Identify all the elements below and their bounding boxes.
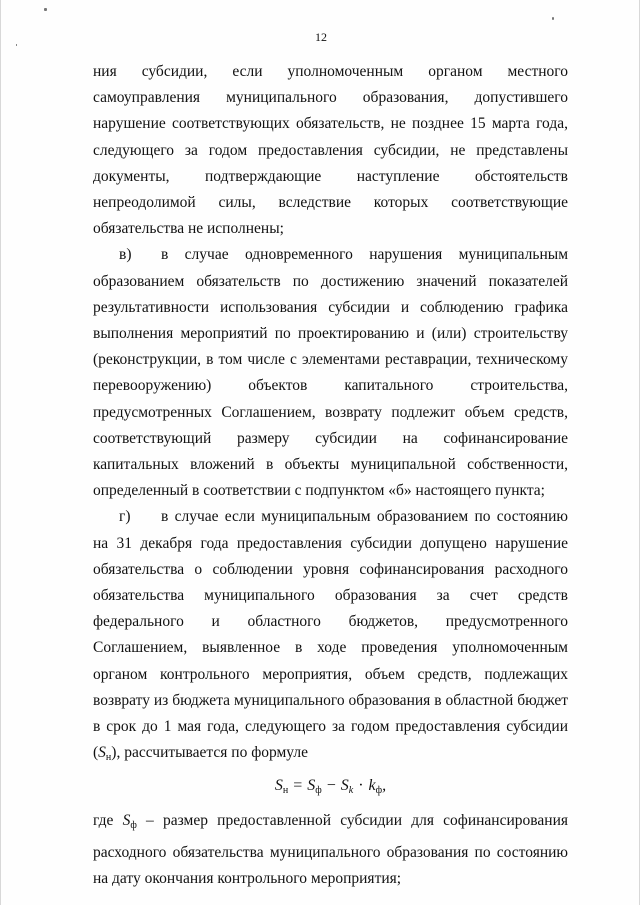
list-item-v-text: в случае одновременного нарушения муниципальным образованием обязательств по достижению значений показателей результативности использования субсидии и соблюдению графика выполнения мероприятий по проектированию и (или) строительству (реконструкции, в том числе с элементами реставрации, техническому перевооружению) объектов капитального строительства, предусмотренных Соглашением, возврату подлежит объем средств, соответствующий размеру субсидии на софинансирование капитальных вложений в объекты муниципальной собственности, определенный в соответствии с подпунктом «б» настоящего пункта; <box>93 246 568 500</box>
var-sub-n: н <box>105 752 112 764</box>
formula-term-kf: $k_ф$ <box>368 777 383 797</box>
definition-var-s: S <box>122 812 131 830</box>
list-marker-v: в) <box>119 246 132 264</box>
page-number: 12 <box>315 30 327 44</box>
formula-lhs: $S_н$ <box>274 777 289 797</box>
list-item-g <box>93 504 568 771</box>
formula-term-sk: Sk <box>340 777 354 797</box>
definition-paragraph <box>93 808 568 892</box>
var-s: S <box>98 744 106 762</box>
definition-text: – размер предоставленной субсидии для софинансирования расходного обязательства муниципального образования по состоянию на дату окончания контрольного мероприятия; <box>93 812 568 887</box>
list-item-v <box>93 242 568 504</box>
list-marker-g: г) <box>119 508 131 526</box>
formula-equals: = <box>293 777 303 795</box>
list-item-g-text: в случае если муниципальным образованием по состоянию на 31 декабря года предоставления субсидии допущено нарушение обязательства о соблюдении уровня софинансирования расходного обязательства муниципального образования за счет средств федерального и областного бюджетов, предусмотренного Соглашением, выявленное в ходе проведения уполномоченным органом контрольного мероприятия, объем средств, подлежащих возврату из бюджета муниципального образования в областной бюджет в срок до 1 мая года, следующего за годом предоставления субсидии ( <box>93 508 568 762</box>
definition-var-sub-f: ф <box>130 820 137 832</box>
list-item-g-text-after: ), рассчитывается по формуле <box>111 744 308 762</box>
formula-comma: , <box>382 777 387 795</box>
formula-dot: · <box>358 777 364 795</box>
paragraph-continuation: ния субсидии, если уполномоченным органом местного самоуправления муниципального образования, допустившего нарушение соответствующих обязательств, не позднее 15 марта года, следующего за годом предоставления субсидии, не представлены документы, подтверждающие наступление обстоятельств непреодолимой силы, вследствие которых соответствующие обязательства не исполнены; <box>93 63 568 238</box>
formula-term-sf: $S_ф$ <box>307 777 322 797</box>
scan-speck <box>44 8 47 11</box>
formula-minus: − <box>326 777 336 795</box>
scan-speck <box>552 17 554 20</box>
formula <box>93 773 568 804</box>
definition-prefix: где <box>93 812 114 830</box>
document-body <box>93 59 568 892</box>
